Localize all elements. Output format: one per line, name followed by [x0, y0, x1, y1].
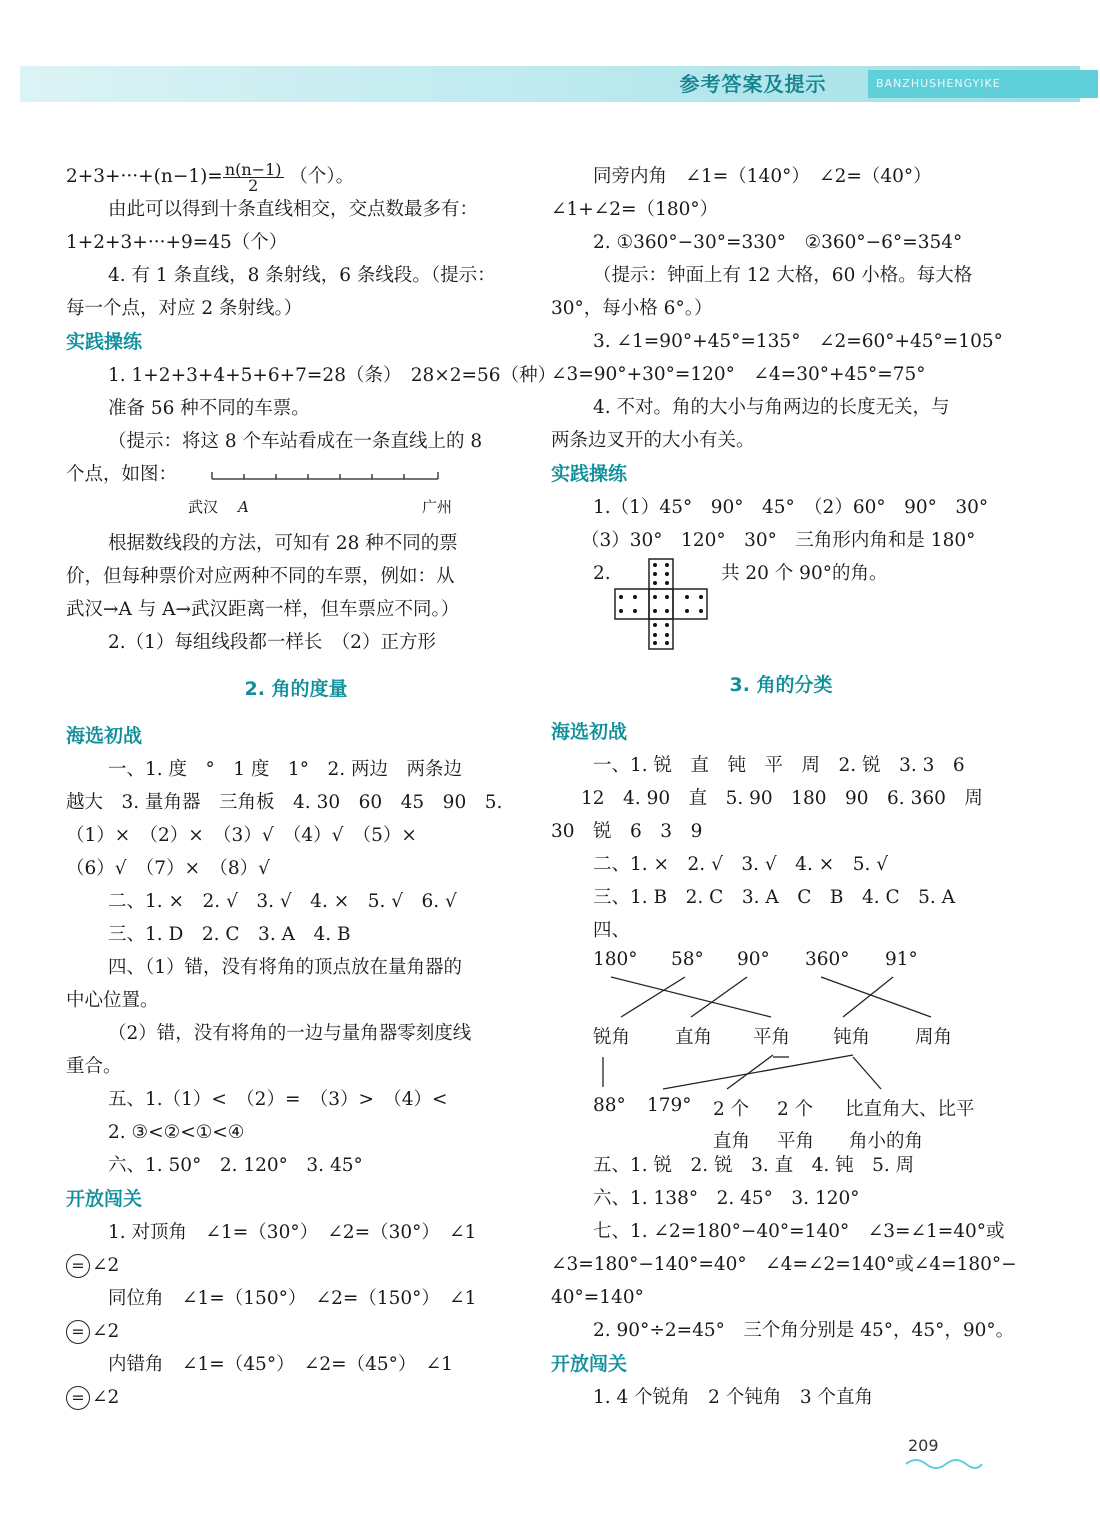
circled-equal: = [66, 1254, 90, 1278]
top-360: 360° [805, 949, 850, 970]
line: 两条边叉开的大小有关。 [551, 430, 755, 451]
fraction-denominator: 2 [248, 175, 259, 195]
mid-round: 周角 [915, 1027, 953, 1048]
angle-ref: ∠2 [92, 1387, 120, 1408]
line: 同旁内角 ∠1=（140°） ∠2=（40°） [593, 166, 932, 187]
section-title-open: 开放闯关 [551, 1353, 628, 1375]
matching-diagram [551, 947, 1011, 1152]
matching-lines [551, 947, 1011, 1149]
line: ∠1+∠2=（180°） [551, 199, 719, 220]
page-number: 209 [908, 1436, 939, 1455]
section-title-select: 海选初战 [66, 725, 143, 747]
line: 由此可以得到十条直线相交，交点数最多有： [108, 199, 479, 220]
line: 4. 有 1 条直线，8 条射线，6 条线段。（提示： [108, 265, 496, 286]
section-title-select: 海选初战 [551, 721, 628, 743]
section-title-practice: 实践操练 [551, 463, 628, 485]
top-90: 90° [737, 949, 770, 970]
line: 三、1. B 2. C 3. A C B 4. C 5. A [593, 887, 956, 908]
line: 中心位置。 [66, 990, 159, 1011]
line: 40°=140° [551, 1287, 644, 1308]
line: 六、1. 50° 2. 120° 3. 45° [108, 1155, 363, 1176]
angle-ref: ∠2 [92, 1255, 120, 1276]
line: （3）30° 120° 30° 三角形内角和是 180° [581, 530, 976, 551]
line: 12 4. 90 直 5. 90 180 90 6. 360 周 [581, 788, 983, 809]
figure-caption: 个点，如图： [66, 464, 178, 485]
line: 每一个点，对应 2 条射线。） [66, 298, 303, 319]
line: 1. 1+2+3+4+5+6+7=28（条） 28×2=56（种） [108, 365, 557, 386]
formula-lhs: 2+3+···+(n−1)= [66, 166, 223, 187]
line: 内错角 ∠1=（45°） ∠2=（45°） ∠1 [108, 1354, 453, 1375]
line: 1+2+3+···+9=45（个） [66, 232, 288, 253]
line: 2. ③<②<①<④ [108, 1122, 245, 1143]
line: 同位角 ∠1=（150°） ∠2=（150°） ∠1 [108, 1288, 477, 1309]
line: 2. 90°÷2=45° 三个角分别是 45°，45°，90°。 [593, 1320, 1015, 1341]
bot2-straight: 平角 [777, 1131, 815, 1152]
line: 三、1. D 2. C 3. A 4. B [108, 924, 351, 945]
top-180: 180° [593, 949, 638, 970]
line: 2. ①360°−30°=330° ②360°−6°=354° [593, 232, 963, 253]
circled-equal: = [66, 1320, 90, 1344]
line: （提示：钟面上有 12 大格，60 小格。每大格 [593, 265, 973, 286]
line [66, 1249, 526, 1282]
bot-179: 179° [647, 1095, 692, 1116]
line: 1.（1）45° 90° 45° （2）60° 90° 30° [593, 497, 989, 518]
section-title-practice: 实践操练 [66, 331, 143, 353]
bot2-smaller: 角小的角 [849, 1131, 924, 1152]
line: 根据数线段的方法，可知有 28 种不同的票 [108, 533, 458, 554]
label-a: A [238, 498, 249, 516]
line: 五、1. 锐 2. 锐 3. 直 4. 钝 5. 周 [593, 1155, 915, 1176]
angle-ref: ∠2 [92, 1321, 120, 1342]
line: 价，但每种票价对应两种不同的车票，例如：从 [66, 566, 455, 587]
line [66, 1381, 526, 1414]
line: 二、1. × 2. √ 3. √ 4. × 5. √ [593, 854, 889, 875]
bot-88: 88° [593, 1095, 626, 1116]
bot-between: 比直角大、比平 [845, 1099, 975, 1120]
mid-obtuse: 钝角 [833, 1027, 871, 1048]
line: 准备 56 种不同的车票。 [108, 398, 310, 419]
item-number: 2. [593, 563, 611, 584]
line: 二、1. × 2. √ 3. √ 4. × 5. √ 6. √ [108, 891, 457, 912]
line: ∠3=90°+30°=120° ∠4=30°+45°=75° [551, 364, 926, 385]
figure-labels [66, 491, 526, 521]
fraction [223, 159, 284, 195]
line: 五、1.（1）< （2）= （3）> （4）< [108, 1089, 448, 1110]
line: 越大 3. 量角器 三角板 4. 30 60 45 90 5. [66, 792, 503, 813]
line: 一、1. 锐 直 钝 平 周 2. 锐 3. 3 6 [593, 755, 965, 776]
line: 四、（1）错，没有将角的顶点放在量角器的 [108, 957, 463, 978]
line: 六、1. 138° 2. 45° 3. 120° [593, 1188, 860, 1209]
cross-grid-figure [613, 557, 713, 651]
line: （2）错，没有将角的一边与量角器零刻度线 [108, 1023, 472, 1044]
section-heading-2: 2. 角的度量 [244, 678, 348, 700]
line [66, 160, 526, 193]
line: （1）× （2）× （3）√ （4）√ （5）× [66, 825, 417, 846]
label-guangzhou: 广州 [422, 498, 453, 516]
mid-acute: 锐角 [593, 1027, 631, 1048]
section-heading-3: 3. 角的分类 [729, 674, 833, 696]
line: 30 锐 6 3 9 [551, 821, 703, 842]
circled-equal: = [66, 1386, 90, 1410]
line: 重合。 [66, 1056, 122, 1077]
line [66, 458, 526, 491]
bot-two-right: 2 个 [713, 1099, 750, 1120]
header-tag: BANZHUSHENGYIKE [868, 70, 1098, 98]
line: 一、1. 度 ° 1 度 1° 2. 两边 两条边 [108, 759, 462, 780]
label-wuhan: 武汉 [188, 498, 219, 516]
mid-right: 直角 [675, 1027, 713, 1048]
formula-tail: （个）。 [289, 166, 355, 187]
line: 武汉→A 与 A→武汉距离一样，但车票应不同。） [66, 599, 460, 620]
grid-figure-row [551, 557, 1011, 655]
top-58: 58° [671, 949, 704, 970]
line: （提示：将这 8 个车站看成在一条直线上的 8 [108, 431, 483, 452]
line: ∠3=180°−140°=40° ∠4=∠2=140°或∠4=180°− [551, 1254, 1017, 1275]
top-91: 91° [885, 949, 918, 970]
line: （6）√ （7）× （8）√ [66, 858, 270, 879]
header-title: 参考答案及提示 [679, 72, 827, 96]
right-column [551, 160, 1017, 1414]
wave-decoration-icon [904, 1452, 984, 1472]
bot2-right: 直角 [713, 1131, 751, 1152]
line: 3. ∠1=90°+45°=135° ∠2=60°+45°=105° [593, 331, 1003, 352]
mid-straight: 平角 [753, 1027, 791, 1048]
left-column [66, 159, 557, 1414]
line [66, 1315, 526, 1348]
page-header [20, 66, 1080, 102]
section-title-open: 开放闯关 [66, 1188, 143, 1210]
bot-two-straight: 2 个 [777, 1099, 814, 1120]
station-line-figure [208, 470, 448, 484]
line: 2.（1）每组线段都一样长 （2）正方形 [108, 632, 436, 653]
fraction-numerator: n(n−1) [224, 159, 282, 179]
line: 1. 对顶角 ∠1=（30°） ∠2=（30°） ∠1 [108, 1222, 477, 1243]
line: 七、1. ∠2=180°−40°=140° ∠3=∠1=40°或 [593, 1221, 1005, 1242]
line: 四、 [593, 920, 631, 941]
line: 4. 不对。角的大小与角两边的长度无关，与 [593, 397, 950, 418]
item-text: 共 20 个 90°的角。 [721, 563, 888, 584]
line: 1. 4 个锐角 2 个钝角 3 个直角 [593, 1387, 873, 1408]
line: 30°，每小格 6°。） [551, 298, 713, 319]
